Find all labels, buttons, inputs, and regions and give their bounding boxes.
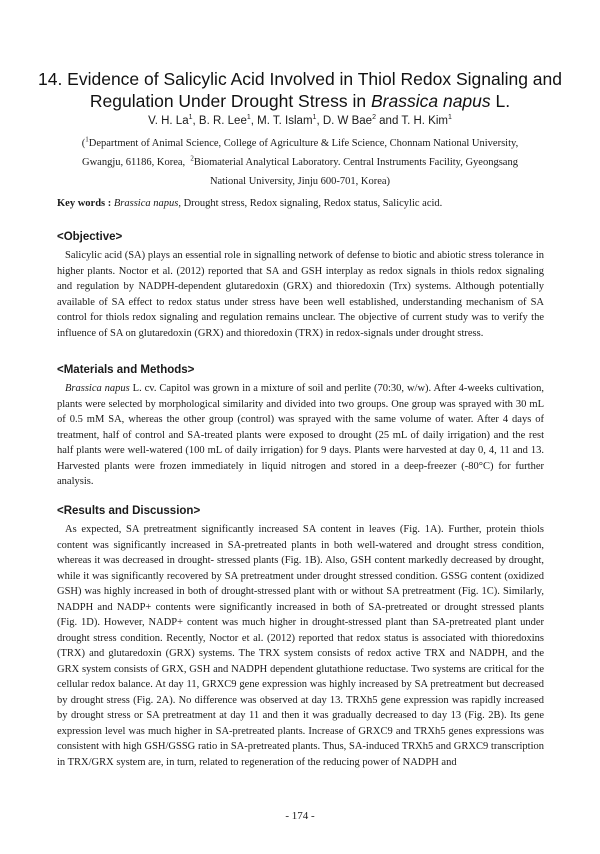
title-species: Brassica napus (371, 91, 491, 111)
title-line-1: 14. Evidence of Salicylic Acid Involved in Thiol Redox Signaling and (37, 69, 563, 89)
keywords-label: Key words : (57, 198, 112, 209)
author: D. W Bae$^2$ (322, 114, 376, 127)
title-line-2 (30, 90, 570, 112)
keywords-list: , Drought stress, Redox signaling, Redox status, Salicylic acid. (178, 198, 443, 209)
author: M. T. Islam$^1$ (257, 114, 317, 127)
keyword-species: Brassica napus (113, 198, 179, 209)
objective-paragraph: Salicylic acid (SA) plays an essential role in signalling network of defense to biotic and abiotic stress tolerance in higher plants. Noctor et al. (2012) reported that SA and GSH interplay as redox signals in thiols redox signaling and regulation by NADPH-dependent glutaredoxin (GRX) and thioredoxin (Trx) systems. Although potentially available of SA effect to redox status under stress have been well established, understanding mechanism of SA control for thiols redox signaling and regulation remains unclear. The objective of current study was to verify the influence of SA on glutaredoxin (GRX) and thioredoxin (TRX) in redox-signals under drought stress. (57, 250, 544, 339)
author: V. H. La$^1$ (148, 114, 193, 127)
objective-heading: <Objective> (57, 231, 123, 243)
methods-species: Brassica napus (65, 383, 130, 394)
page-number: - 174 - (285, 810, 315, 822)
affiliation-line-1: ($^1$Department of Animal Science, College of Agriculture & Life Science, Chonnam National University, (81, 135, 519, 149)
methods-paragraph: Brassica napus L. cv. Capitol was grown in a mixture of soil and perlite (70:30, w/w). After 4-weeks cultivation, plants were selected by morphological similarity and divided into two groups. One group was sprayed with 30 mL of 0.5 mM SA, whereas the other group (control) was sprayed with the same volume of water. After 4 days of treatment, half of control and SA-treated plants were exposed to drought (25 mL of daily irrigation) and the rest half plants were well-watered (100 mL of daily irrigation) for 9 days. Plants were harvested at day 0, 4, 11 and 13. Harvested plants were frozen immediately in liquid nitrogen and stored in a deep-freezer (-80°C) for further analysis. (57, 383, 545, 487)
author: B. R. Lee$^1$ (198, 114, 251, 127)
results-heading: <Results and Discussion> (57, 505, 201, 517)
affiliations (50, 134, 550, 191)
author-list: V. H. La$^1$, B. R. Lee$^1$, M. T. Islam$^1$, D. W Bae$^2$ and T. H. Kim$^1$ (148, 114, 452, 127)
results-paragraph: As expected, SA pretreatment significantly increased SA content in leaves (Fig. 1A). Further, protein thiols content was significantly increased in SA-pretreated plants in both well-watered and drought stress condition, whereas it was decreased in drought- stressed plants (Fig. 1B). Also, GSH content markedly decreased by drought, while it was significantly recovered by SA pretreatment under drought stressed condition. GSSG content (oxidized GSH) was highly increased in both of drought-stressed plant with or without SA pretreatment (Fig. 1C). Similarly, NADPH and NADP+ contents were significantly increased in both of SA-pretreated or drought stressed plants (Fig. 1D). However, NADP+ content was much higher in drought-stressed plant than SA-pretreated plant under drought stress condition. Recently, Noctor et al. (2012) reported that redox status is associated with thioredoxins (TRX) and glutaredoxin (GRX) systems. The TRX system consists of redox active TRX and NADPH, and the GRX system consists of GRX, GSH and NADPH dependent glutathione reductase. Two systems are critical for the cellular redox balance. At day 11, GRXC9 gene expression was highly increased by SA pretreatment but decreased by drought stress (Fig. 2A). No difference was observed at day 13. TRXh5 gene expression was rapidly increased by drought stress or SA pretreatment at day 11 and then it was gradually decreased to day 13 (Fig. 2B). Its gene expression level was much higher in SA-pretreated plants. Increase of GRXC9 and TRXh5 genes expressions was consistent with high GSH/GSSG ratio in SA-pretreated plants. Thus, SA-induced TRXh5 and GRXC9 transcription in TRX/GRX system are, in turn, related to regeneration of the reducing power of NADPH and (57, 524, 544, 768)
affiliation-line-3: National University, Jinju 600-701, Korea) (209, 176, 391, 187)
author: T. H. Kim$^1$ (401, 114, 452, 127)
paper-title (30, 68, 570, 112)
title-line-2-text: Regulation Under Drought Stress in (89, 91, 371, 111)
keywords (57, 198, 442, 209)
title-line-2-suffix: L. (490, 91, 511, 111)
methods-heading: <Materials and Methods> (57, 364, 195, 376)
affiliation-line-2: Gwangju, 61186, Korea, $^2$Biomaterial Analytical Laboratory. Central Instruments Facility, Gyeongsang (82, 154, 518, 168)
